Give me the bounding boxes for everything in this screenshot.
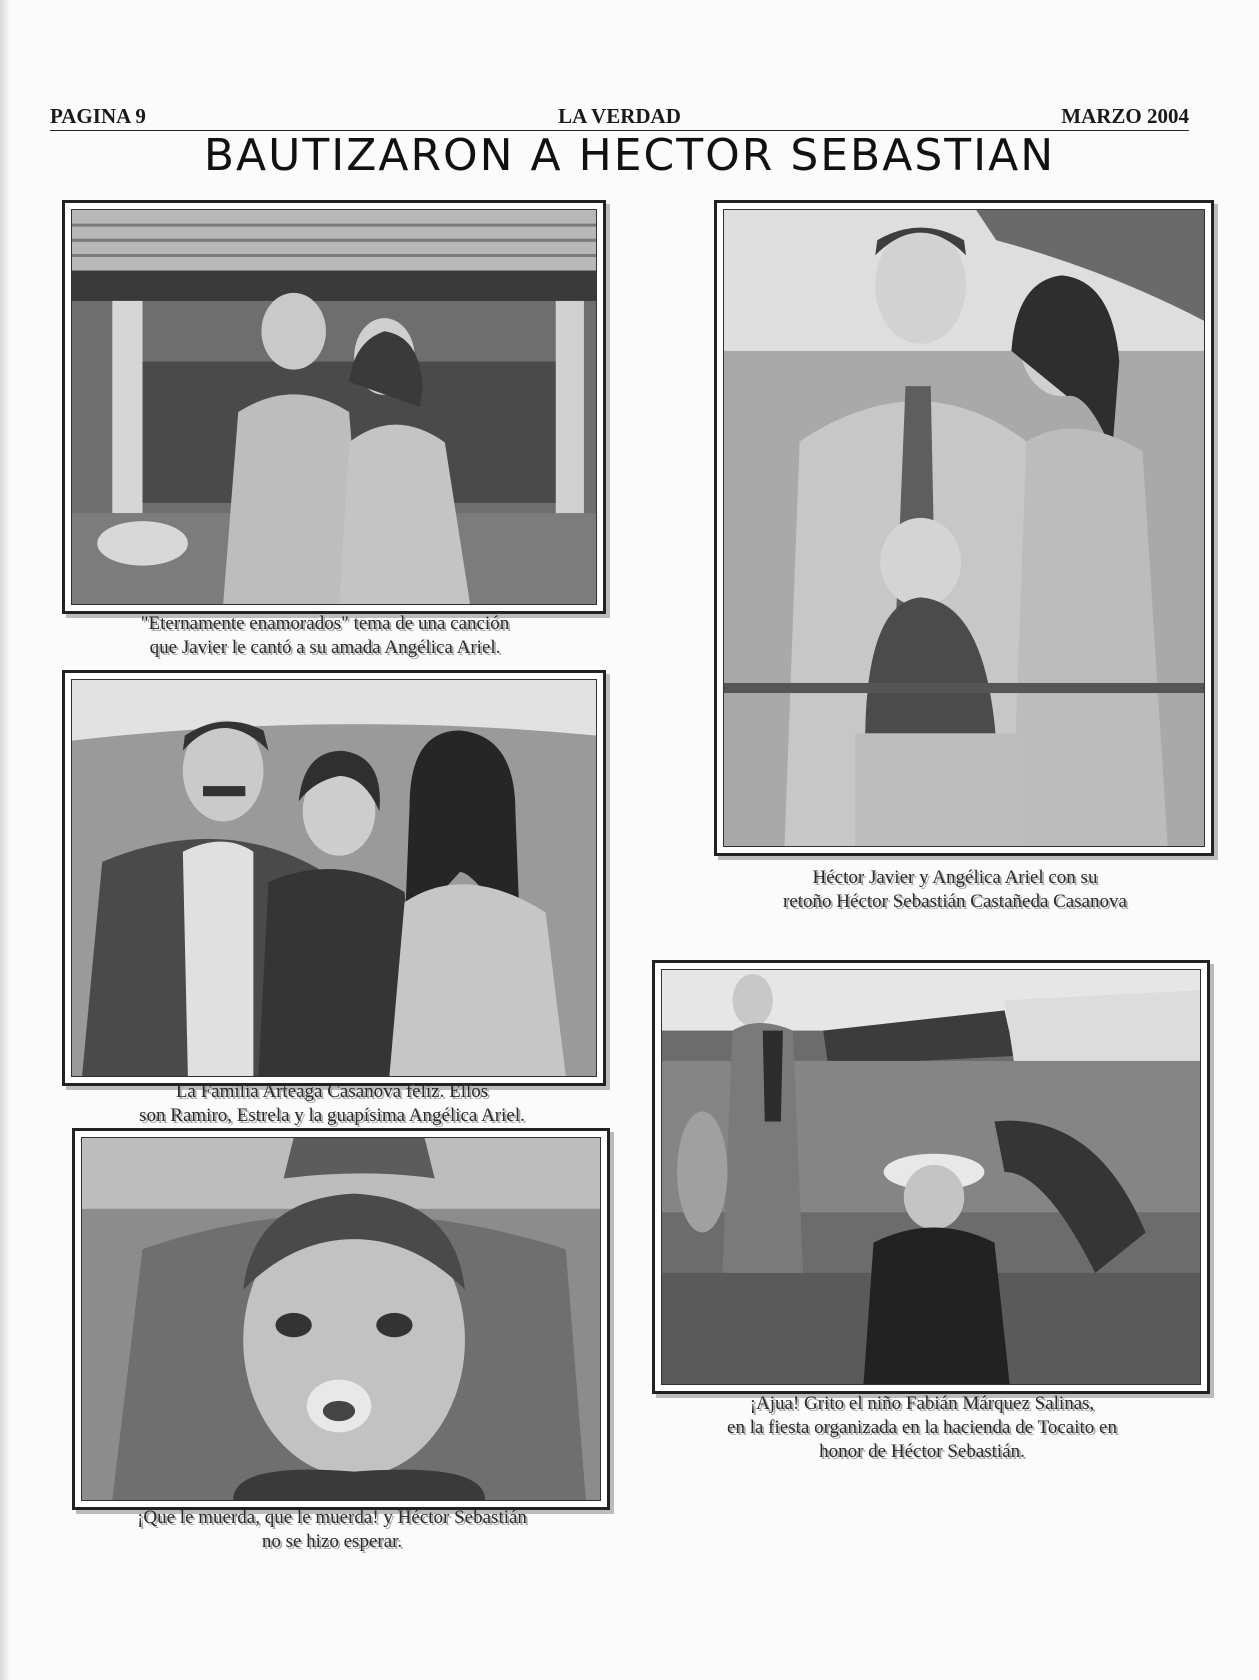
photo-baby-cake-image xyxy=(81,1137,601,1501)
photo-family-baby xyxy=(714,200,1214,856)
caption-line: no se hizo esperar. xyxy=(261,1531,403,1552)
photo-couple-roof-image xyxy=(71,209,597,605)
caption-line: que Javier le cantó a su amada Angélica Ariel. xyxy=(149,637,501,658)
caption-line: retoño Héctor Sebastián Castañeda Casanova xyxy=(783,891,1127,912)
scan-edge xyxy=(0,0,10,1680)
caption-photo-couple-roof xyxy=(62,612,588,660)
caption-line: honor de Héctor Sebastián. xyxy=(819,1441,1025,1462)
issue-date: MARZO 2004 xyxy=(1061,104,1189,128)
caption-line: en la fiesta organizada en la hacienda de Tocaito en xyxy=(727,1417,1117,1438)
caption-line: ¡Ajua! Grito el niño Fabián Márquez Salinas, xyxy=(749,1393,1095,1414)
caption-line: La Familia Arteaga Casanova feliz. Ellos xyxy=(175,1081,489,1102)
newspaper-name: LA VERDAD xyxy=(558,104,681,128)
photo-arteaga-family-image xyxy=(71,679,597,1077)
page-number: PAGINA 9 xyxy=(50,104,146,128)
photo-arteaga-family xyxy=(62,670,606,1086)
photo-family-baby-image xyxy=(723,209,1205,847)
caption-photo-baby-cake xyxy=(62,1506,602,1554)
headline: BAUTIZARON A HECTOR SEBASTIAN xyxy=(203,130,1056,181)
photo-couple-roof xyxy=(62,200,606,614)
photo-baby-cake xyxy=(72,1128,610,1510)
caption-photo-arteaga-family xyxy=(62,1080,602,1128)
photo-party-boy-image xyxy=(661,969,1201,1385)
caption-line: "Eternamente enamorados" tema de una canción xyxy=(140,613,510,634)
photo-party-boy xyxy=(652,960,1210,1394)
caption-line: son Ramiro, Estrela y la guapísima Angélica Ariel. xyxy=(139,1105,525,1126)
page-header xyxy=(50,104,1189,131)
caption-photo-family-baby xyxy=(700,866,1210,914)
caption-photo-party-boy xyxy=(652,1392,1192,1464)
caption-line: ¡Que le muerda, que le muerda! y Héctor Sebastián xyxy=(137,1507,527,1528)
caption-line: Héctor Javier y Angélica Ariel con su xyxy=(812,867,1098,888)
